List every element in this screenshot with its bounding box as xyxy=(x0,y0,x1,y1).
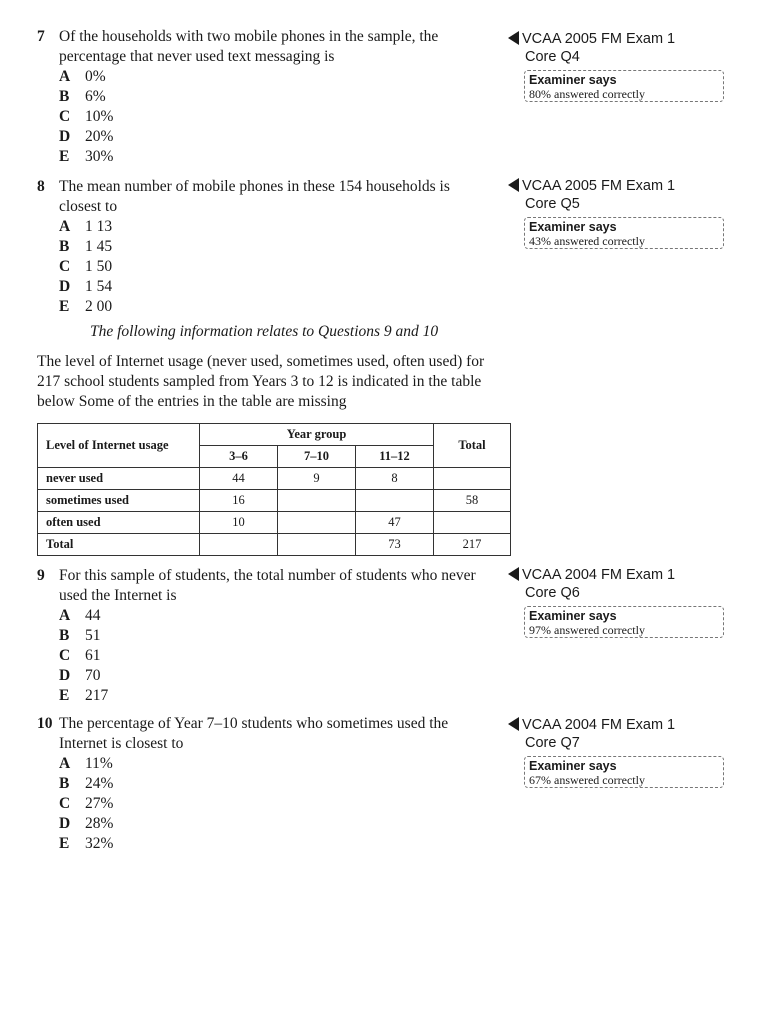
source-reference xyxy=(508,177,738,213)
row-label: Total xyxy=(38,534,200,556)
option-d[interactable] xyxy=(59,127,507,147)
option-b[interactable] xyxy=(59,626,507,646)
row-label: sometimes used xyxy=(38,490,200,512)
option-d[interactable] xyxy=(59,277,507,297)
option-letter: D xyxy=(59,815,71,832)
context-paragraph: The level of Internet usage (never used, sometimes used, often used) for 217 school students sampled from Years 3 to 12 is indicated in the table below Some of the entries in the table are missing xyxy=(37,353,485,410)
option-letter: D xyxy=(59,128,71,145)
option-letter: C xyxy=(59,108,71,125)
table-col-total: Total xyxy=(434,424,511,468)
option-letter: C xyxy=(59,258,71,275)
option-value: 2 00 xyxy=(85,298,113,315)
question-8 xyxy=(37,177,507,317)
option-value: 51 xyxy=(85,627,101,644)
source-line1: VCAA 2004 FM Exam 1 xyxy=(522,567,676,583)
source-note-q9 xyxy=(508,566,738,638)
option-value: 1 13 xyxy=(85,218,113,235)
table-cell: 217 xyxy=(434,534,511,556)
question-number: 7 xyxy=(37,28,45,45)
table-cell: 8 xyxy=(356,468,434,490)
option-e[interactable] xyxy=(59,834,507,854)
option-d[interactable] xyxy=(59,666,507,686)
examiner-title: Examiner says xyxy=(529,609,617,623)
examiner-percent: 43% answered correctly xyxy=(529,234,645,248)
source-line2: Core Q6 xyxy=(525,585,580,601)
option-value: 28% xyxy=(85,815,114,832)
option-value: 27% xyxy=(85,795,114,812)
source-reference xyxy=(508,566,738,602)
table-group-header: Year group xyxy=(200,424,434,446)
question-10 xyxy=(37,714,507,854)
table-col-header: 7–10 xyxy=(278,446,356,468)
option-value: 32% xyxy=(85,835,114,852)
option-c[interactable] xyxy=(59,257,507,277)
table-row xyxy=(38,512,511,534)
table-row xyxy=(38,468,511,490)
table-cell: 47 xyxy=(356,512,434,534)
table-cell: 58 xyxy=(434,490,511,512)
option-b[interactable] xyxy=(59,87,507,107)
option-c[interactable] xyxy=(59,107,507,127)
question-7 xyxy=(37,27,507,167)
option-b[interactable] xyxy=(59,774,507,794)
option-a[interactable] xyxy=(59,606,507,626)
source-note-q8 xyxy=(508,177,738,249)
examiner-box xyxy=(524,70,724,102)
question-text: The percentage of Year 7–10 students who sometimes used the Internet is closest to xyxy=(59,715,449,752)
row-label: never used xyxy=(38,468,200,490)
option-e[interactable] xyxy=(59,147,507,167)
table-row xyxy=(38,534,511,556)
option-letter: A xyxy=(59,68,71,85)
option-a[interactable] xyxy=(59,217,507,237)
option-letter: A xyxy=(59,607,71,624)
option-value: 1 50 xyxy=(85,258,113,275)
option-letter: E xyxy=(59,687,70,704)
examiner-box xyxy=(524,756,724,788)
option-value: 1 54 xyxy=(85,278,113,295)
question-number: 10 xyxy=(37,715,53,732)
left-arrow-icon xyxy=(508,31,519,45)
option-letter: B xyxy=(59,88,70,105)
option-letter: D xyxy=(59,278,71,295)
option-value: 61 xyxy=(85,647,101,664)
option-c[interactable] xyxy=(59,646,507,666)
option-value: 24% xyxy=(85,775,114,792)
table-cell xyxy=(434,512,511,534)
table-cell xyxy=(278,490,356,512)
table-cell: 9 xyxy=(278,468,356,490)
option-letter: E xyxy=(59,835,70,852)
source-reference xyxy=(508,716,738,752)
info-intro: The following information relates to Questions 9 and 10 xyxy=(90,323,439,340)
option-value: 217 xyxy=(85,687,109,704)
left-arrow-icon xyxy=(508,717,519,731)
examiner-box xyxy=(524,217,724,249)
left-arrow-icon xyxy=(508,567,519,581)
table-cell: 10 xyxy=(200,512,278,534)
table-cell xyxy=(356,490,434,512)
examiner-percent: 67% answered correctly xyxy=(529,773,645,787)
table-col-header: 11–12 xyxy=(356,446,434,468)
option-value: 1 45 xyxy=(85,238,113,255)
examiner-title: Examiner says xyxy=(529,759,617,773)
option-b[interactable] xyxy=(59,237,507,257)
option-value: 20% xyxy=(85,128,114,145)
question-number: 8 xyxy=(37,178,45,195)
option-letter: E xyxy=(59,298,70,315)
source-line1: VCAA 2004 FM Exam 1 xyxy=(522,717,676,733)
option-letter: B xyxy=(59,238,70,255)
examiner-title: Examiner says xyxy=(529,220,617,234)
option-a[interactable] xyxy=(59,754,507,774)
option-letter: A xyxy=(59,755,71,772)
source-line2: Core Q4 xyxy=(525,49,580,65)
examiner-percent: 97% answered correctly xyxy=(529,623,645,637)
option-value: 6% xyxy=(85,88,106,105)
table-cell: 16 xyxy=(200,490,278,512)
question-text: Of the households with two mobile phones in the sample, the percentage that never used text messaging is xyxy=(59,28,439,65)
option-value: 30% xyxy=(85,148,114,165)
left-arrow-icon xyxy=(508,178,519,192)
option-letter: B xyxy=(59,775,70,792)
option-e[interactable] xyxy=(59,686,507,706)
options xyxy=(59,217,507,317)
table-cell xyxy=(200,534,278,556)
option-letter: B xyxy=(59,627,70,644)
option-letter: E xyxy=(59,148,70,165)
option-letter: D xyxy=(59,667,71,684)
question-number: 9 xyxy=(37,567,45,584)
table-cell xyxy=(278,512,356,534)
examiner-percent: 80% answered correctly xyxy=(529,87,645,101)
examiner-box xyxy=(524,606,724,638)
table-row-header: Level of Internet usage xyxy=(38,424,200,468)
option-a[interactable] xyxy=(59,67,507,87)
examiner-title: Examiner says xyxy=(529,73,617,87)
option-value: 70 xyxy=(85,667,101,684)
option-value: 0% xyxy=(85,68,106,85)
question-text: For this sample of students, the total number of students who never used the Internet is xyxy=(59,567,476,604)
option-e[interactable] xyxy=(59,297,507,317)
options xyxy=(59,606,507,706)
source-note-q10 xyxy=(508,716,738,788)
table-cell xyxy=(434,468,511,490)
source-reference xyxy=(508,30,738,66)
source-line2: Core Q5 xyxy=(525,196,580,212)
options xyxy=(59,754,507,854)
source-note-q7 xyxy=(508,30,738,102)
table-row xyxy=(38,490,511,512)
option-d[interactable] xyxy=(59,814,507,834)
row-label: often used xyxy=(38,512,200,534)
table-cell xyxy=(278,534,356,556)
source-line1: VCAA 2005 FM Exam 1 xyxy=(522,178,676,194)
option-c[interactable] xyxy=(59,794,507,814)
options xyxy=(59,67,507,167)
source-line1: VCAA 2005 FM Exam 1 xyxy=(522,31,676,47)
option-value: 11% xyxy=(85,755,113,772)
internet-usage-table xyxy=(37,423,511,556)
option-letter: A xyxy=(59,218,71,235)
option-value: 44 xyxy=(85,607,101,624)
option-letter: C xyxy=(59,647,71,664)
table-cell: 44 xyxy=(200,468,278,490)
option-letter: C xyxy=(59,795,71,812)
table-cell: 73 xyxy=(356,534,434,556)
source-line2: Core Q7 xyxy=(525,735,580,751)
option-value: 10% xyxy=(85,108,114,125)
table-col-header: 3–6 xyxy=(200,446,278,468)
question-9 xyxy=(37,566,507,706)
question-text: The mean number of mobile phones in these 154 households is closest to xyxy=(59,178,450,215)
